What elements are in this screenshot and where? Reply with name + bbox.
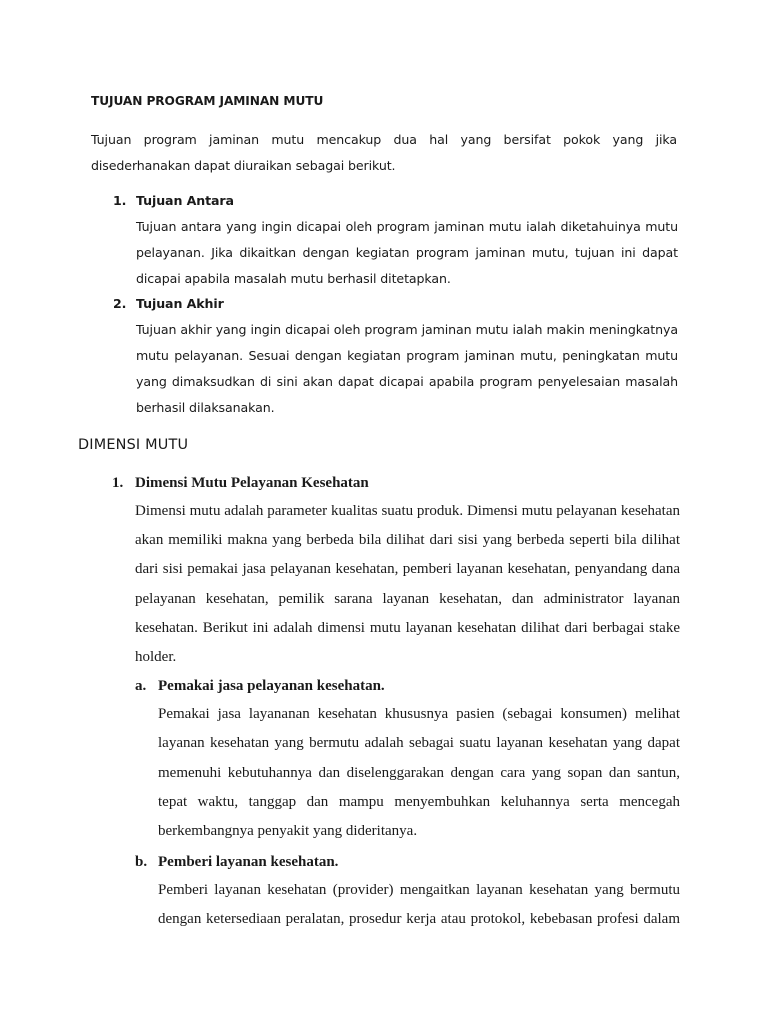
sub-list-item — [135, 850, 680, 934]
section-title-tujuan: TUJUAN PROGRAM JAMINAN MUTU — [91, 94, 324, 108]
sub-list-item — [135, 674, 680, 846]
sub-list-item-letter: a. — [135, 678, 147, 695]
list-item-heading: Tujuan Antara — [136, 193, 234, 208]
sub-list-item-heading: Pemberi layanan kesehatan. — [158, 854, 339, 871]
list-item — [91, 192, 678, 292]
sub-list-item-body: Pemberi layanan kesehatan (provider) mengaitkan layanan kesehatan yang bermutu dengan ketersediaan peralatan, prosedur kerja atau protokol, kebebasan profesi dalam — [158, 882, 680, 928]
list-item-body: Tujuan akhir yang ingin dicapai oleh program jaminan mutu ialah makin meningkatnya mutu pelayanan. Sesuai dengan kegiatan program jaminan mutu, peningkatan mutu yang dimaksudkan di sini akan dapat dicapai apabila program penyelesaian masalah berhasil dilaksanakan. — [136, 322, 678, 415]
list-item-body: Dimensi mutu adalah parameter kualitas suatu produk. Dimensi mutu pelayanan kesehatan akan memiliki makna yang berbeda bila dilihat dari sisi yang berbeda seperti bila dilihat dari sisi pemakai jasa pelayanan kesehatan, pemberi layanan kesehatan, penyandang dana pelayanan kesehatan, pemilik sarana layanan kesehatan, dan administrator layanan kesehatan. Berikut ini adalah dimensi mutu layanan kesehatan dilihat dari berbagai stake holder. — [135, 503, 680, 666]
list-item-body: Tujuan antara yang ingin dicapai oleh program jaminan mutu ialah diketahuinya mutu pelayanan. Jika dikaitkan dengan kegiatan program jaminan mutu, tujuan ini dapat dicapai apabila masalah mutu berhasil ditetapkan. — [136, 219, 678, 286]
intro-paragraph: Tujuan program jaminan mutu mencakup dua hal yang bersifat pokok yang jika disederhanakan dapat diuraikan sebagai berikut. — [91, 132, 677, 173]
list-item-heading: Dimensi Mutu Pelayanan Kesehatan — [135, 475, 369, 491]
list-item — [78, 471, 680, 935]
dimensions-list — [78, 471, 680, 935]
list-item — [91, 295, 678, 421]
list-item-number: 2. — [113, 296, 127, 311]
list-item-number: 1. — [112, 475, 124, 491]
sub-list-item-heading: Pemakai jasa pelayanan kesehatan. — [158, 678, 385, 695]
goals-list — [91, 192, 678, 421]
sub-list-item-body: Pemakai jasa layananan kesehatan khususnya pasien (sebagai konsumen) melihat layanan kesehatan yang bermutu adalah sebagai suatu layanan kesehatan yang dapat memenuhi kebutuhannya dan diselenggarakan dengan cara yang sopan dan santun, tepat waktu, tanggap dan mampu menyembuhkan keluhannya serta mencegah berkembangnya penyakit yang dideritanya. — [158, 706, 680, 840]
section-title-dimensi: DIMENSI MUTU — [78, 437, 189, 453]
list-item-heading: Tujuan Akhir — [136, 296, 224, 311]
list-item-number: 1. — [113, 193, 127, 208]
sub-list-item-letter: b. — [135, 854, 148, 871]
